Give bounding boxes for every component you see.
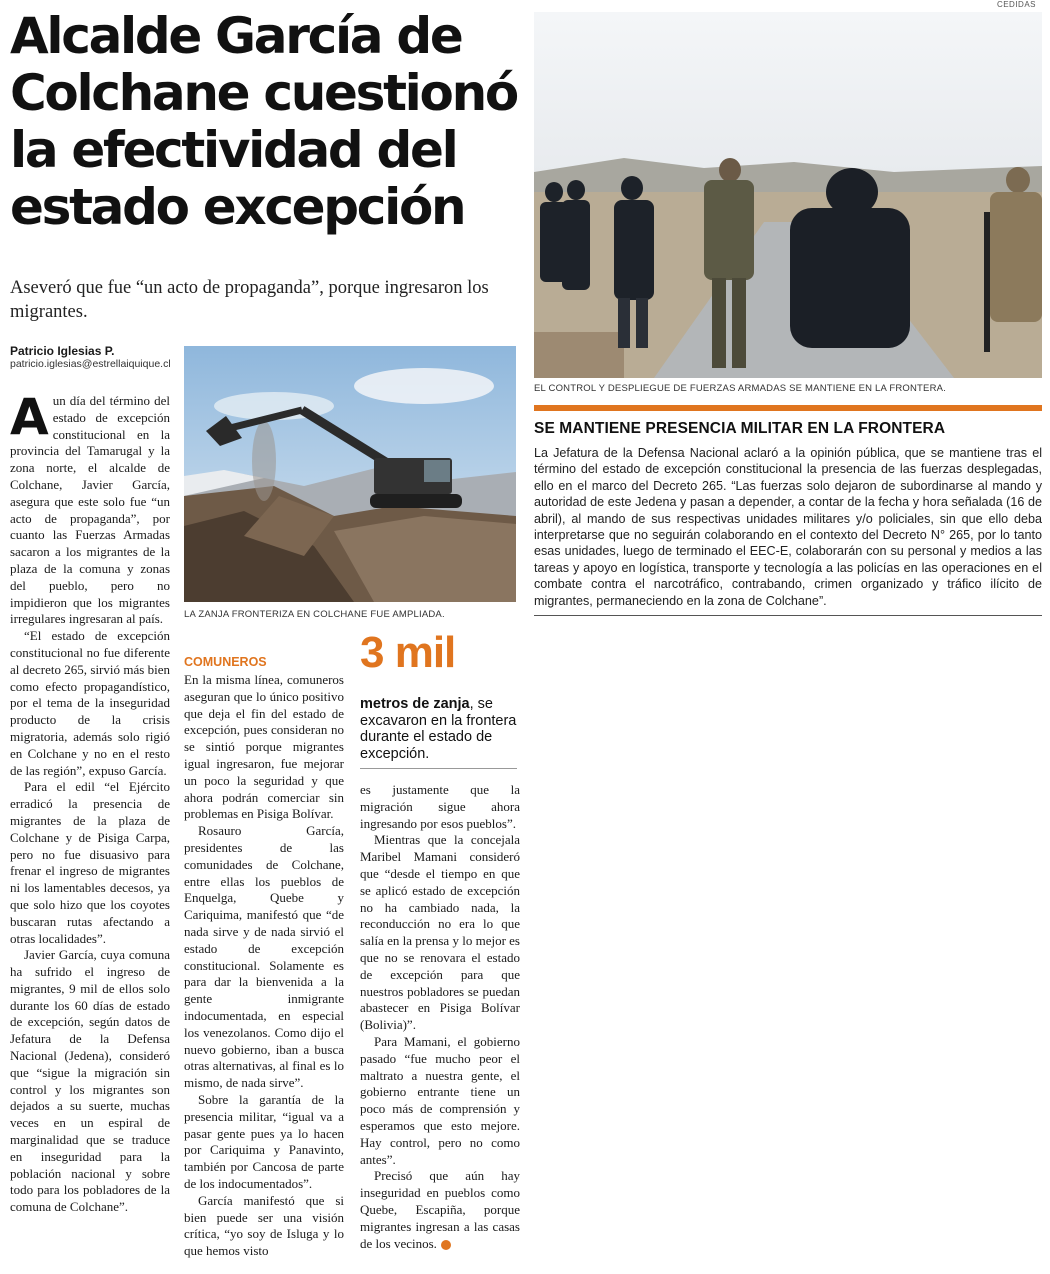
stat-callout <box>360 628 520 762</box>
subhead: Aseveró que fue “un acto de propaganda”, porque ingresaron los migrantes. <box>10 278 489 322</box>
paragraph: “El estado de excepción constitucional no fue diferente al decreto 265, sirvió más bien como efecto propagandístico, por el tema de la inseguridad producto de la crisis migratoria, además solo rigió en Colchane y no en el resto de las región”, expuso García. <box>10 628 170 778</box>
divider <box>360 768 517 769</box>
sidebar-box <box>534 405 1042 616</box>
paragraph: es justamente que la migración sigue ahora ingresando por esos pueblos”. <box>360 782 520 831</box>
paragraph: Para Mamani, el gobierno pasado “fue mucho peor el maltrato a nuestra gente, el gobierno entrante tiene un poco más de comprensión y esperamos que esto mejore. Hay control, pero no como antes”. <box>360 1033 520 1167</box>
paragraph: En la misma línea, comuneros aseguran que lo único positivo que deja el fin del estado de excepción, pues consideran no se sintió porque migrantes igual ingresaron, fue mejorar un poco la seguridad y que ahora podrán comerciar sin problemas en Pisiga Bolívar. <box>184 672 344 822</box>
paragraph-text: Precisó que aún hay inseguridad en pueblos como Quebe, Escapiña, porque migrantes ingresan a las casas de los vecinos. <box>360 1168 520 1251</box>
article-column-2 <box>184 654 344 1260</box>
stat-rest-text: , se excavaron en la frontera durante el estado de excepción. <box>360 696 517 762</box>
stat-bold-text: metros de zanja <box>360 696 470 712</box>
paragraph: Javier García, cuya comuna ha sufrido el ingreso de migrantes, 9 mil de ellos solo durante los 60 días de estado de excepción, según datos de Jefatura de la Defensa Nacional (Jedena), consideró que “sigue la migración sin control y los migrantes son dejados a su suerte, muchas veces en un espiral de marginalidad que se traduce en inseguridad para la población nacional y sobre todo para los pobladores de la comuna de Colchane”. <box>10 947 170 1215</box>
headline: Alcalde García de Colchane cuestionó la efectividad del estado excepción <box>10 7 517 236</box>
excavator-illustration <box>184 346 516 602</box>
paragraph: Rosauro García, presidentes de las comunidades de Colchane, entre ellas los pueblos de Enquelga, Quebe y Cariquima, manifestó que “de nada sirve y de nada sirvió el estado de excepción constitucional. Solamente es para dar la bienvenida a la gente inmigrante indocumentada, en especial los venezolanos. Como dijo el nuevo gobierno, iban a busca otras alternativas, al final es lo mismo, de nada sirve”. <box>184 823 344 1091</box>
author-name: Patricio Iglesias P. <box>10 344 115 358</box>
byline <box>10 344 185 370</box>
end-of-article-icon <box>441 1240 451 1250</box>
accent-bar <box>534 405 1042 411</box>
paragraph <box>360 1168 520 1252</box>
section-label: COMUNEROS <box>184 655 267 669</box>
photo-credit: CEDIDAS <box>996 0 1036 9</box>
sidebar-title: SE MANTIENE PRESENCIA MILITAR EN LA FRONTERA <box>534 420 946 437</box>
paragraph: Para el edil “el Ejército erradicó la presencia de migrantes de la plaza de Colchane y de Pisiga Carpa, pero no fue disuasivo para frenar el ingreso de migrantes ni los lamentables decesos, ya que solo hizo que los coyotes buscaran rutas afectando a otras localidades”. <box>10 779 170 946</box>
author-email: patricio.iglesias@estrellaiquique.cl <box>10 358 171 370</box>
paragraph: Mientras que la concejala Maribel Mamani consideró que “desde el tiempo en que se aplicó estado de excepción no ha cambiado nada, la reconducción no era lo que salía en la prensa y lo mejor es que no se renovara el estado de excepción para que nuestros pobladores se puedan abastecer en Pisiga Bolívar (Bolivia)”. <box>360 832 520 1033</box>
divider <box>534 615 1042 616</box>
photo-border-control <box>534 12 1042 378</box>
paragraph: Sobre la garantía de la presencia militar, “igual va a pasar gente pues ya lo hacen por Cariquima y Panavinto, también por Cancosa de parte de los indocumentados”. <box>184 1091 344 1191</box>
stat-description <box>360 696 520 762</box>
paragraph: García manifestó que si bien puede ser una visión crítica, “yo soy de Isluga y lo que hemos visto <box>184 1192 344 1259</box>
stat-number: 3 mil <box>360 628 456 677</box>
article-column-3 <box>360 782 520 1252</box>
border-control-illustration <box>534 12 1042 378</box>
photo-caption: EL CONTROL Y DESPLIEGUE DE FUERZAS ARMADAS SE MANTIENE EN LA FRONTERA. <box>534 383 947 394</box>
article-column-1 <box>10 388 170 1216</box>
drop-cap: A <box>10 388 49 446</box>
sidebar-body: La Jefatura de la Defensa Nacional aclaró a la opinión pública, que se mantiene tras el término del estado de excepción constitucional la presencia de las fuerzas desplegadas, ello en el marco del Decreto 265. “Las fuerzas solo dejaron de subordinarse al mando y autoridad de este Jedena y pasan a depender, a contar de la fecha y hora señalada (16 de abril), al mando de sus respectivas unidades militares y/o policiales, sin que ello deba interpretarse que no seguirán colaborando en el contexto del Decreto N° 265, por lo tanto esas unidades, luego de terminado el EEC-E, colaborarán con su personal y medios a las tareas y apoyo en logística, transporte y tecnología a las policías en las operaciones en el combate contra el narcotráfico, contrabando, crimen organizado y tráfico ilícito de migrantes, permaneciendo en la zona de Colchane”. <box>534 446 1042 608</box>
paragraph: un día del término del estado de excepción constitucional en la provincia del Tamarugal y la zona norte, el alcalde de Colchane, Javier García, asegura que este solo fue “un acto de propaganda”, por cuanto las Fuerzas Armadas sacaron a los migrantes de la plaza de la comuna y zonas del pueblo, pero no impidieron que los migrantes irregulares ingresaran al país. <box>10 393 170 627</box>
photo-excavator-trench <box>184 346 516 602</box>
photo-caption: LA ZANJA FRONTERIZA EN COLCHANE FUE AMPLIADA. <box>184 609 445 620</box>
